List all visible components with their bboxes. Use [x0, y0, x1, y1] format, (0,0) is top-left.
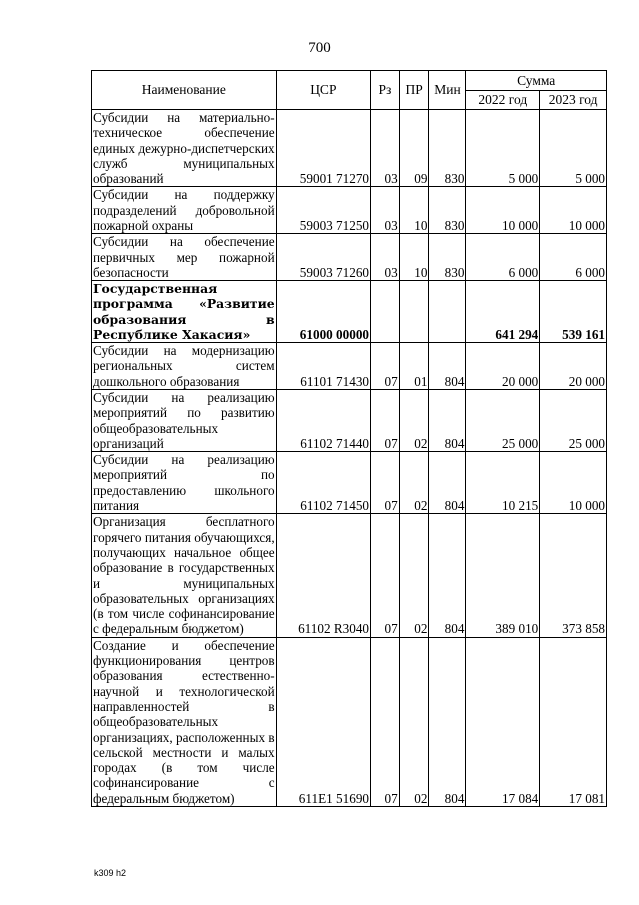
row-sum-2022: 17 084 — [466, 637, 540, 806]
row-sum-2022: 641 294 — [466, 281, 540, 343]
row-rz: 07 — [371, 637, 400, 806]
row-rz: 03 — [371, 234, 400, 281]
budget-table — [91, 70, 607, 807]
row-name: Субсидии на реализацию мероприятий по развитию общеобразовательных организаций — [93, 389, 275, 451]
header-year-2022: 2022 год — [466, 91, 540, 110]
table-row — [92, 452, 607, 514]
row-csr: 59001 71270 — [276, 110, 370, 187]
row-min: 804 — [429, 343, 466, 390]
row-name: Субсидии на поддержку подразделений добровольной пожарной охраны — [93, 187, 275, 234]
row-csr: 61101 71430 — [276, 343, 370, 390]
row-name: Субсидии на реализацию мероприятий по предоставлению школьного питания — [93, 452, 275, 514]
row-sum-2022: 20 000 — [466, 343, 540, 390]
row-csr: 61102 71450 — [276, 452, 370, 514]
table-row — [92, 514, 607, 637]
page-number: 700 — [308, 40, 331, 56]
row-sum-2023: 17 081 — [540, 637, 607, 806]
row-csr: 59003 71250 — [276, 187, 370, 234]
row-min: 830 — [429, 110, 466, 187]
row-pr: 01 — [399, 343, 429, 390]
row-csr: 61102 R3040 — [276, 514, 370, 637]
row-name: Субсидии на материально-техническое обеспечение единых дежурно-диспетчерских служб муниципальных образований — [93, 110, 275, 187]
table-row — [92, 389, 607, 451]
row-pr: 10 — [399, 234, 429, 281]
row-sum-2022: 10 000 — [466, 187, 540, 234]
row-min: 804 — [429, 452, 466, 514]
row-rz — [371, 281, 400, 343]
row-pr: 09 — [399, 110, 429, 187]
row-csr: 61102 71440 — [276, 389, 370, 451]
row-sum-2023: 539 161 — [540, 281, 607, 343]
row-name: Организация бесплатного горячего питания обучающихся, получающих начальное общее образование в государственных и муниципальных образовательных организациях (в том числе софинансирование с федеральным бюджетом) — [93, 514, 275, 637]
header-rz: Рз — [371, 71, 400, 110]
row-sum-2023: 10 000 — [540, 187, 607, 234]
row-rz: 07 — [371, 389, 400, 451]
table-row — [92, 110, 607, 187]
header-pr: ПР — [399, 71, 429, 110]
header-csr: ЦСР — [276, 71, 370, 110]
row-sum-2023: 5 000 — [540, 110, 607, 187]
row-csr: 59003 71260 — [276, 234, 370, 281]
table-row — [92, 343, 607, 390]
row-sum-2022: 25 000 — [466, 389, 540, 451]
row-min: 830 — [429, 187, 466, 234]
row-name: Субсидии на обеспечение первичных мер пожарной безопасности — [93, 234, 275, 280]
header-year-2023: 2023 год — [540, 91, 607, 110]
header-min: Мин — [429, 71, 466, 110]
row-min: 804 — [429, 514, 466, 637]
row-pr: 02 — [399, 514, 429, 637]
row-rz: 07 — [371, 452, 400, 514]
row-csr: 611E1 51690 — [276, 637, 370, 806]
row-min — [429, 281, 466, 343]
row-csr: 61000 00000 — [276, 281, 370, 343]
row-pr: 02 — [399, 637, 429, 806]
row-rz: 07 — [371, 343, 400, 390]
row-sum-2023: 373 858 — [540, 514, 607, 637]
row-sum-2022: 389 010 — [466, 514, 540, 637]
row-pr: 10 — [399, 187, 429, 234]
table-row — [92, 187, 607, 234]
row-name: Субсидии на модернизацию региональных систем дошкольного образования — [93, 343, 275, 389]
row-name: Создание и обеспечение функционирования центров образования естественно-научной и технологической направленностей в общеобразовательных организациях, расположенных в сельской местности и малых городах (в том числе софинансирование с федеральным бюджетом) — [93, 637, 275, 806]
row-sum-2022: 5 000 — [466, 110, 540, 187]
document-code: k309 h2 — [94, 868, 127, 878]
table-row — [92, 281, 607, 343]
row-pr: 02 — [399, 452, 429, 514]
row-sum-2023: 10 000 — [540, 452, 607, 514]
row-sum-2023: 20 000 — [540, 343, 607, 390]
row-rz: 03 — [371, 187, 400, 234]
table-row — [92, 234, 607, 281]
row-sum-2023: 25 000 — [540, 389, 607, 451]
row-sum-2022: 10 215 — [466, 452, 540, 514]
row-min: 804 — [429, 389, 466, 451]
row-sum-2022: 6 000 — [466, 234, 540, 281]
header-name: Наименование — [92, 71, 277, 110]
header-sum: Сумма — [466, 71, 607, 91]
row-min: 830 — [429, 234, 466, 281]
table-row — [92, 637, 607, 806]
row-min: 804 — [429, 637, 466, 806]
row-sum-2023: 6 000 — [540, 234, 607, 281]
row-pr — [399, 281, 429, 343]
row-name: Государственная программа «Развитие образования в Республике Хакасия» — [93, 281, 275, 342]
row-rz: 03 — [371, 110, 400, 187]
row-rz: 07 — [371, 514, 400, 637]
row-pr: 02 — [399, 389, 429, 451]
